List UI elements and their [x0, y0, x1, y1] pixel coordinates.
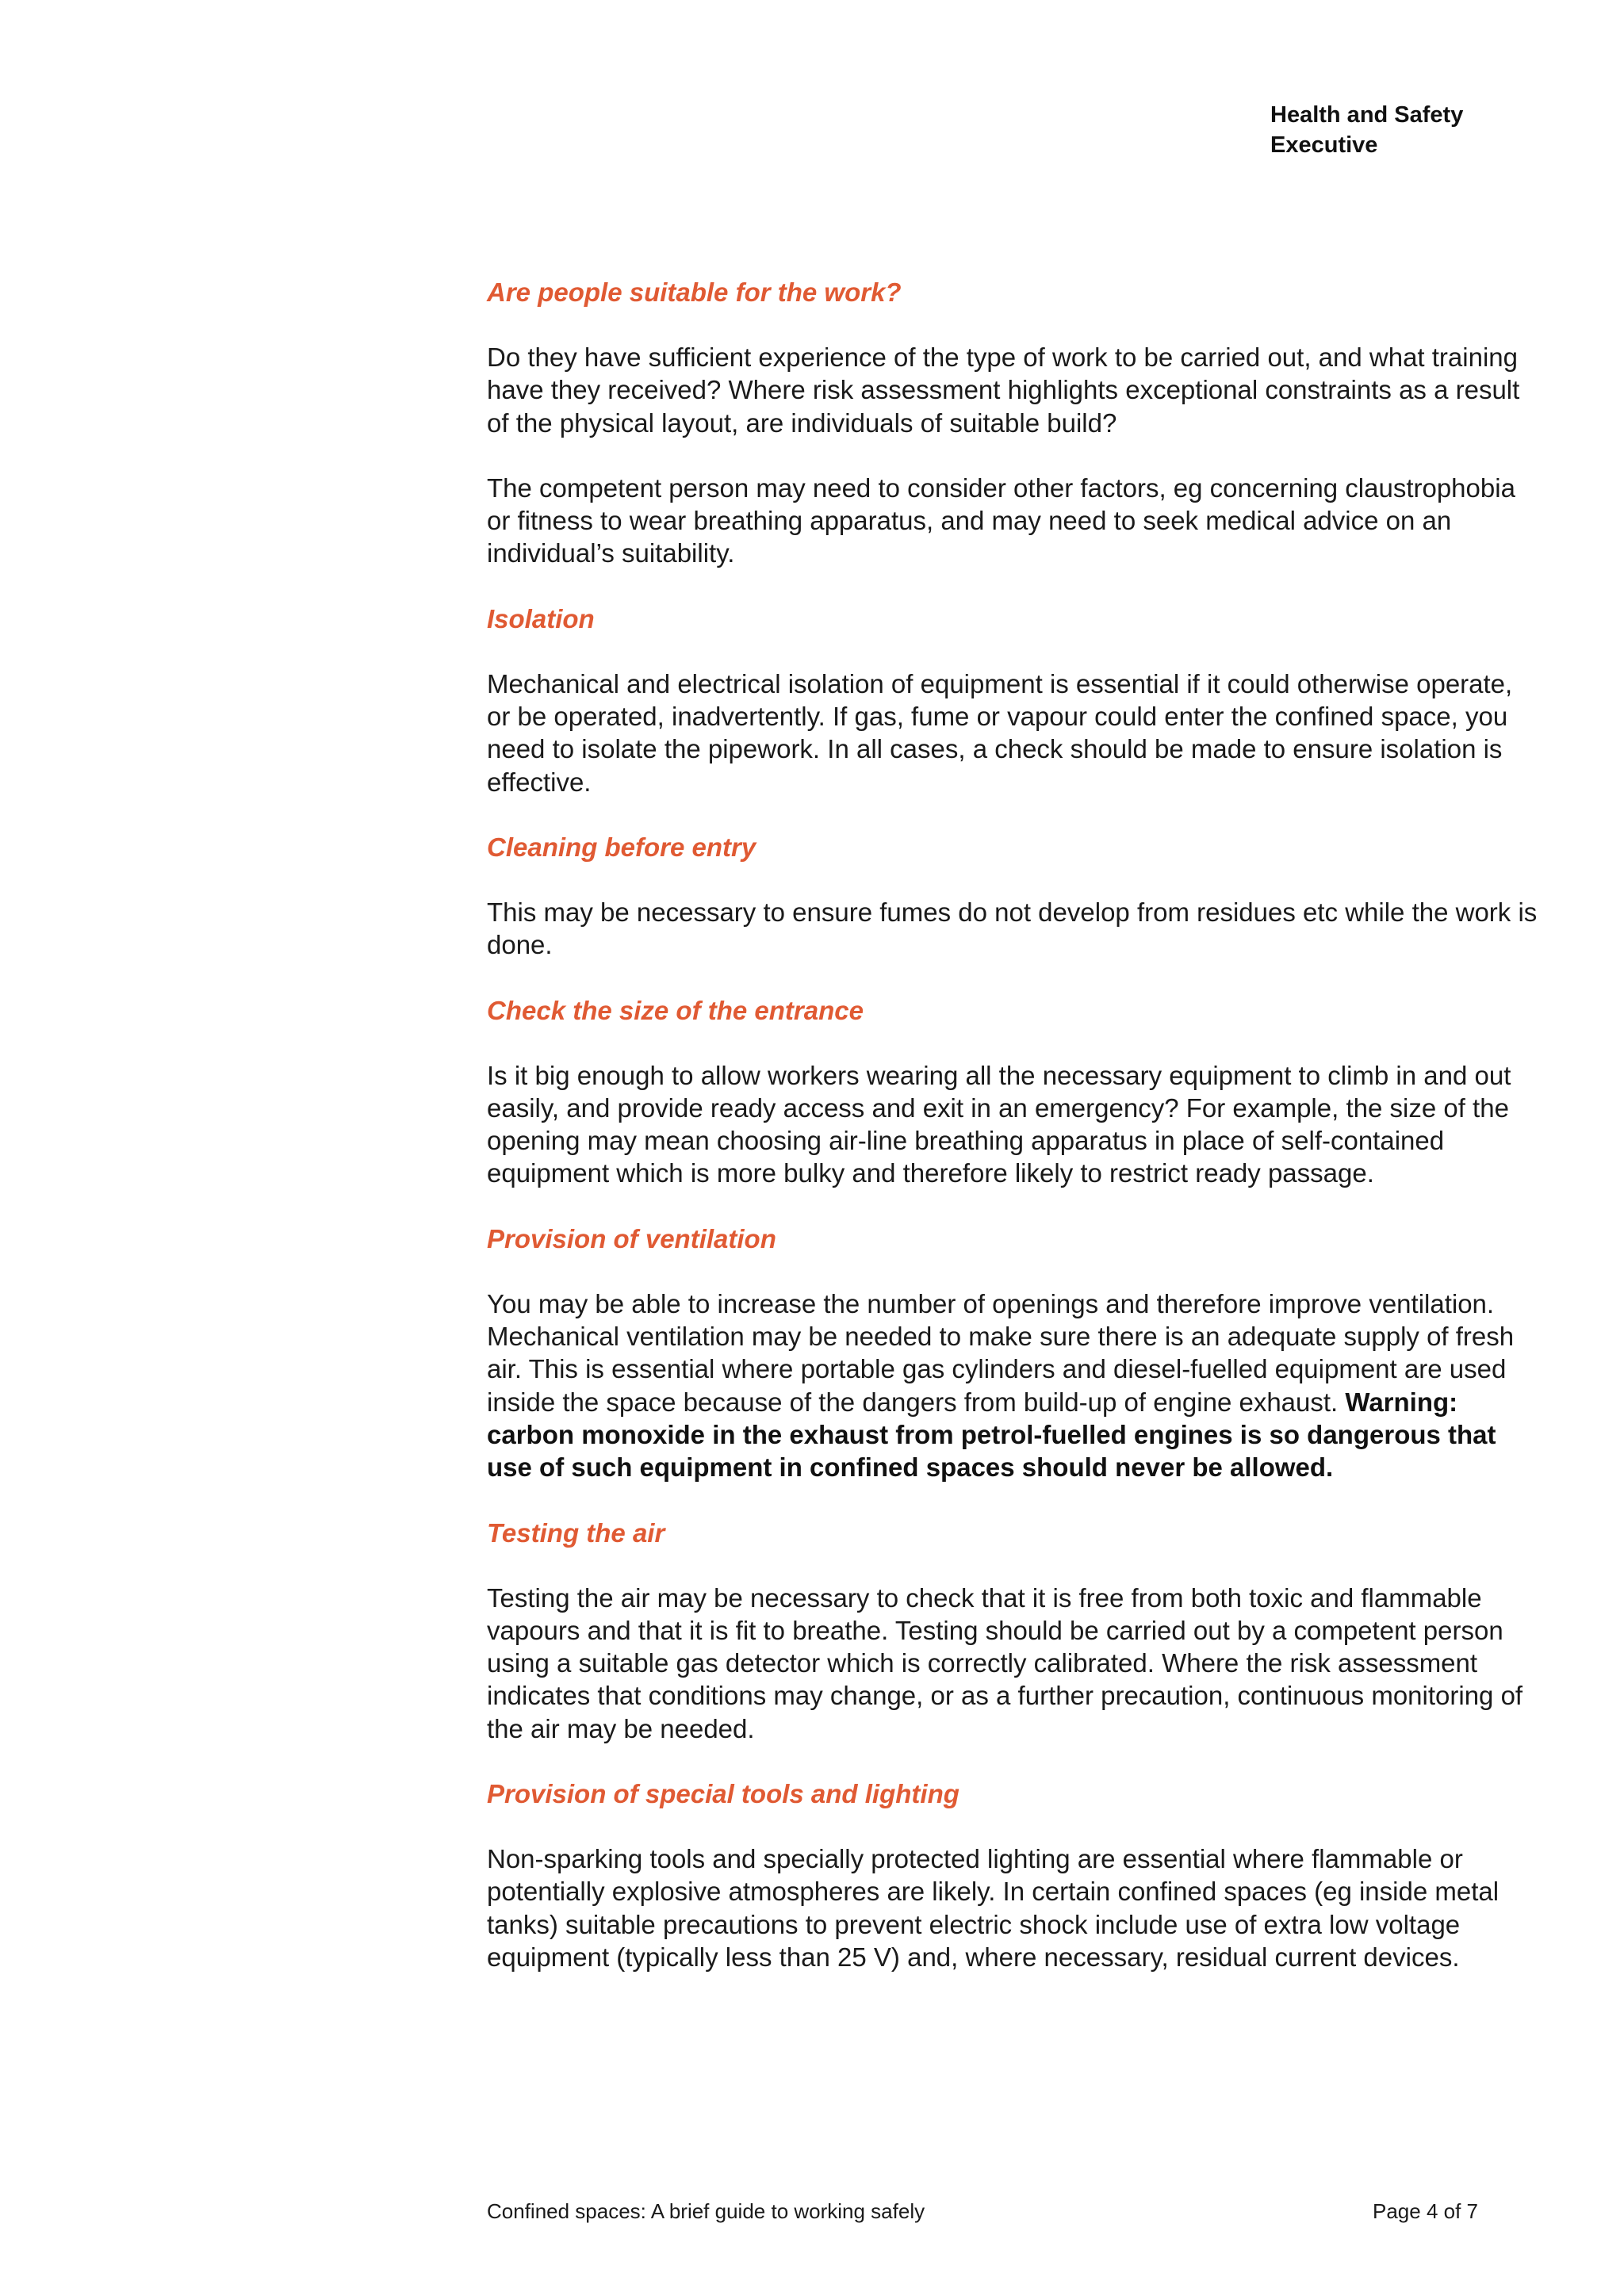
section-paragraph: Non-sparking tools and specially protected lighting are essential where flammable or potentially explosive atmospheres are likely. In certain confined spaces (eg inside metal tanks) suitable precautions to prevent electric shock include use of extra low voltage equipment (typically less than 25 V) and, where necessary, residual current devices.: [487, 1844, 1500, 1972]
section-paragraph: Testing the air may be necessary to check that it is free from both toxic and flammable vapours and that it is fit to breathe. Testing should be carried out by a competent person using a suitable gas detector which is correctly calibrated. Where the risk assessment indicates that conditions may change, or as a further precaution, continuous monitoring of the air may be needed.: [487, 1582, 1523, 1743]
section-paragraph: [487, 1288, 1542, 1484]
section-heading: Cleaning before entry: [487, 832, 756, 862]
section-isolation: [487, 603, 1542, 798]
section-heading: Provision of ventilation: [487, 1223, 776, 1253]
section-entrance-size: [487, 994, 1542, 1190]
section-paragraph: Mechanical and electrical isolation of equipment is essential if it could otherwise operate, or be operated, inadvertently. If gas, fume or vapour could enter the confined space, you need to isolate the pipework. In all cases, a check should be made to ensure isolation is effective.: [487, 668, 1513, 797]
section-heading: Are people suitable for the work?: [487, 277, 902, 307]
section-cleaning: [487, 831, 1542, 962]
organisation-name: [1270, 100, 1603, 160]
section-testing-air: [487, 1517, 1542, 1745]
footer-page-number: Page 4 of 7: [1373, 2199, 1478, 2223]
main-content: [487, 276, 1542, 2006]
section-heading: Check the size of the entrance: [487, 995, 864, 1025]
section-paragraph: Do they have sufficient experience of the type of work to be carried out, and what training have they received? Where risk assessment highlights exceptional constraints as a result of the physical layout, are individuals of suitable build?: [487, 342, 1520, 438]
organisation-name-line-1: Health and Safety: [1270, 102, 1464, 128]
section-tools-lighting: [487, 1777, 1542, 1973]
section-paragraph: Is it big enough to allow workers wearing all the necessary equipment to climb in and out easily, and provide ready access and exit in an emergency? For example, the size of the opening may mean choosing air-line breathing apparatus in place of self-contained equipment which is more bulky and therefore likely to restrict ready passage.: [487, 1060, 1511, 1188]
section-heading: Testing the air: [487, 1517, 665, 1548]
section-paragraph: The competent person may need to consider other factors, eg concerning claustrophobia or fitness to wear breathing apparatus, and may need to seek medical advice on an individual’s suitability.: [487, 473, 1515, 568]
section-ventilation: [487, 1223, 1542, 1484]
section-heading: Provision of special tools and lighting: [487, 1779, 959, 1809]
organisation-name-line-2: Executive: [1270, 132, 1378, 158]
warning-text: Warning: carbon monoxide in the exhaust from petrol-fuelled engines is so dangerous that use of such equipment in confined spaces should never be allowed.: [487, 1387, 1496, 1483]
section-people-suitability: [487, 276, 1542, 570]
footer-document-title: Confined spaces: A brief guide to working safely: [487, 2199, 925, 2223]
section-heading: Isolation: [487, 603, 595, 633]
paragraph-text: You may be able to increase the number of openings and therefore improve ventilation. Mechanical ventilation may be needed to make sure there is an adequate supply of fresh air. This is essential where portable gas cylinders and diesel-fuelled equipment are used inside the space because of the dangers from build-up of engine exhaust.: [487, 1288, 1515, 1417]
section-paragraph: This may be necessary to ensure fumes do not develop from residues etc while the work is done.: [487, 897, 1538, 960]
